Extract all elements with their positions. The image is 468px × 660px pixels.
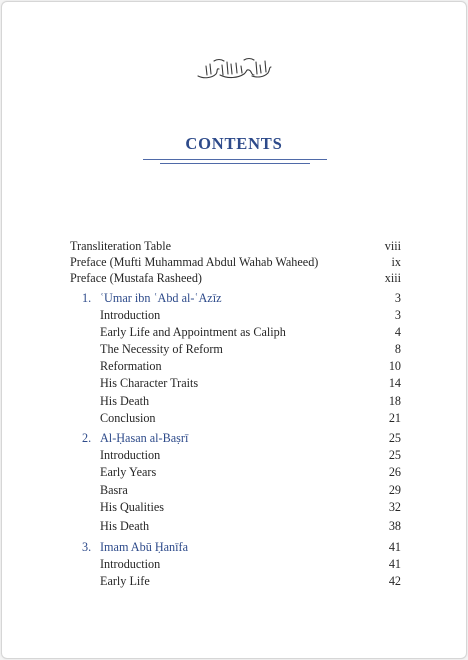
- entry-title: Preface (Mufti Muhammad Abdul Wahab Waheed): [70, 255, 319, 269]
- toc-section-entry: [0, 393, 468, 409]
- entry-page-number: 14: [388, 376, 401, 390]
- chapter-number: 2.: [82, 431, 92, 445]
- entry-title: Transliteration Table: [70, 239, 172, 253]
- toc-front-matter-entry: [0, 270, 468, 286]
- entry-page-number: viii: [384, 239, 401, 253]
- entry-page-number: 25: [388, 431, 401, 445]
- entry-page-number: xiii: [384, 271, 401, 285]
- entry-title: ʿUmar ibn ʿAbd al-ʿAzīz: [100, 291, 222, 305]
- entry-page-number: 21: [388, 411, 401, 425]
- entry-page-number: 41: [388, 557, 401, 571]
- entry-title: Early Life: [100, 574, 150, 588]
- entry-title: Early Life and Appointment as Caliph: [100, 325, 286, 339]
- toc-section-entry: [0, 410, 468, 426]
- entry-page-number: 25: [388, 448, 401, 462]
- entry-title: His Character Traits: [100, 376, 199, 390]
- toc-front-matter-entry: [0, 238, 468, 254]
- entry-page-number: 3: [394, 308, 401, 322]
- entry-title: Imam Abū Ḥanīfa: [100, 540, 188, 554]
- toc-section-entry: [0, 324, 468, 340]
- toc-section-entry: [0, 341, 468, 357]
- toc-section-entry: [0, 358, 468, 374]
- entry-title: Early Years: [100, 465, 157, 479]
- entry-title: Introduction: [100, 448, 161, 462]
- toc-section-entry: [0, 556, 468, 572]
- toc-section-entry: [0, 518, 468, 534]
- entry-title: His Death: [100, 394, 150, 408]
- entry-page-number: 42: [388, 574, 401, 588]
- toc-section-entry: [0, 464, 468, 480]
- entry-title: Reformation: [100, 359, 162, 373]
- entry-title: Al-Ḥasan al-Baṣrī: [100, 431, 189, 445]
- entry-page-number: 41: [388, 540, 401, 554]
- chapter-number: 3.: [82, 540, 92, 554]
- entry-title: Introduction: [100, 308, 161, 322]
- entry-page-number: 18: [388, 394, 401, 408]
- toc-front-matter-entry: [0, 254, 468, 270]
- entry-title: Basra: [100, 483, 128, 497]
- contents-heading: CONTENTS: [185, 134, 283, 153]
- entry-title: Introduction: [100, 557, 161, 571]
- entry-title: The Necessity of Reform: [100, 342, 223, 356]
- entry-page-number: 38: [388, 519, 401, 533]
- entry-page-number: 26: [388, 465, 401, 479]
- toc-section-entry: [0, 573, 468, 589]
- entry-page-number: 8: [394, 342, 401, 356]
- entry-page-number: 10: [388, 359, 401, 373]
- toc-section-entry: [0, 482, 468, 498]
- toc-section-entry: [0, 375, 468, 391]
- entry-page-number: 4: [394, 325, 401, 339]
- toc-section-entry: [0, 307, 468, 323]
- toc-chapter-entry: [0, 539, 468, 555]
- entry-page-number: 32: [388, 500, 401, 514]
- entry-title: Preface (Mustafa Rasheed): [70, 271, 202, 285]
- entry-title: Conclusion: [100, 411, 156, 425]
- entry-page-number: ix: [391, 255, 401, 269]
- entry-page-number: 29: [388, 483, 401, 497]
- toc-section-entry: [0, 499, 468, 515]
- entry-title: His Death: [100, 519, 150, 533]
- entry-page-number: 3: [394, 291, 401, 305]
- toc-chapter-entry: [0, 290, 468, 306]
- toc-section-entry: [0, 447, 468, 463]
- toc-chapter-entry: [0, 430, 468, 446]
- entry-title: His Qualities: [100, 500, 164, 514]
- chapter-number: 1.: [82, 291, 92, 305]
